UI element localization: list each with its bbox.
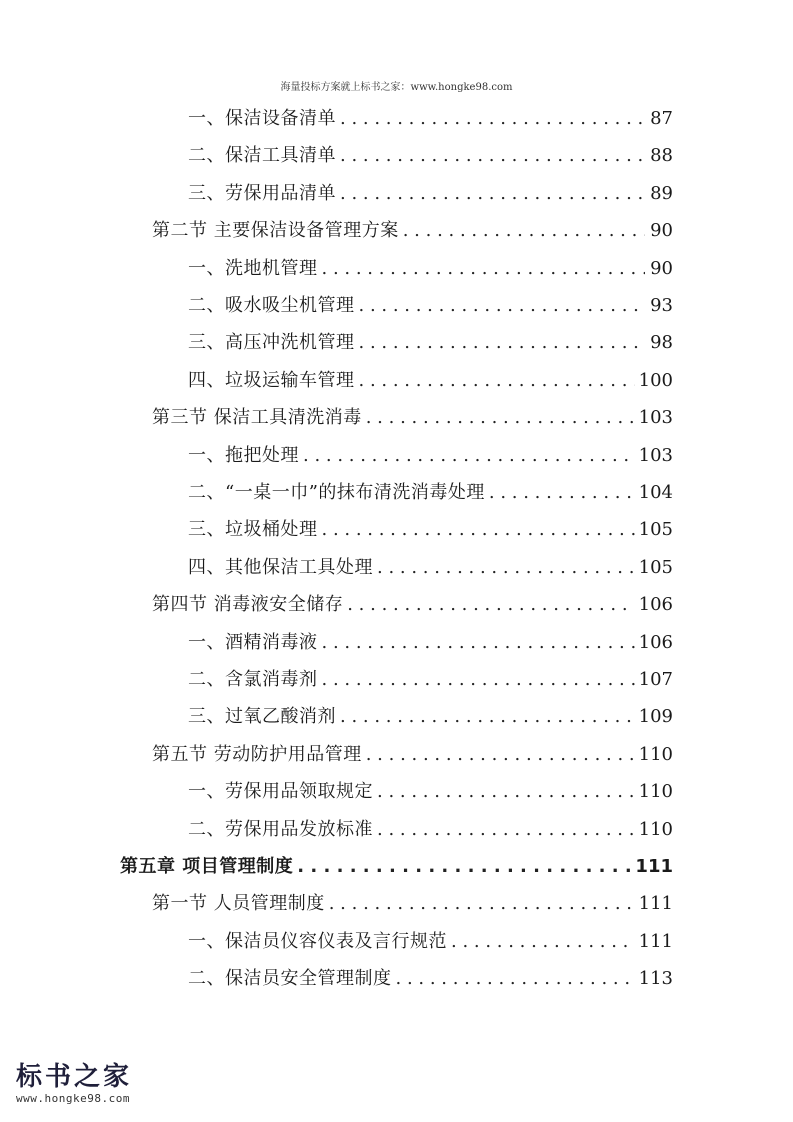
toc-leader-dots [329, 889, 635, 919]
toc-entry[interactable] [188, 964, 673, 994]
toc-leader-dots [366, 403, 635, 433]
toc-entry[interactable] [188, 291, 673, 321]
toc-entry[interactable] [188, 179, 673, 209]
toc-entry[interactable] [188, 815, 673, 845]
toc-entry-page: 110 [638, 818, 673, 840]
toc-entry-title: 二、保洁工具清单 [188, 145, 336, 167]
toc-entry-page: 93 [650, 295, 673, 316]
toc-entry-page: 104 [638, 482, 673, 503]
toc-entry-title: 三、过氧乙酸消剂 [188, 706, 336, 728]
toc-leader-dots [322, 254, 646, 284]
toc-leader-dots [340, 141, 645, 171]
toc-entry-title: 二、含氯消毒剂 [188, 669, 318, 690]
toc-entry-page: 109 [638, 706, 673, 728]
toc-entry-title: 二、吸水吸尘机管理 [188, 295, 355, 316]
toc-leader-dots [297, 852, 631, 882]
toc-leader-dots [322, 515, 635, 545]
toc-entry[interactable] [120, 852, 673, 882]
toc-entry-page: 103 [638, 444, 673, 466]
toc-leader-dots [340, 104, 645, 134]
toc-entry[interactable] [152, 889, 673, 919]
toc-leader-dots [322, 665, 635, 695]
toc-entry-page: 90 [650, 220, 673, 242]
toc-leader-dots [366, 740, 635, 770]
logo-text: 标书之家 [16, 1062, 133, 1092]
toc-entry-title: 第四节 消毒液安全储存 [152, 594, 344, 616]
toc-entry-title: 第一节 人员管理制度 [152, 893, 325, 915]
toc-entry[interactable] [188, 777, 673, 807]
toc-entry-page: 90 [650, 257, 673, 279]
toc-leader-dots [303, 441, 635, 471]
toc-entry-page: 110 [638, 781, 673, 803]
toc-entry[interactable] [188, 665, 673, 695]
toc-leader-dots [322, 628, 635, 658]
toc-entry[interactable] [188, 628, 673, 658]
toc-entry-page: 100 [638, 369, 673, 391]
toc-entry-title: 四、其他保洁工具处理 [188, 556, 373, 578]
toc-entry[interactable] [152, 590, 673, 620]
toc-entry-title: 第五节 劳动防护用品管理 [152, 743, 362, 765]
toc-entry[interactable] [152, 216, 673, 246]
toc-leader-dots [377, 815, 635, 845]
toc-leader-dots [451, 927, 635, 957]
toc-entry-page: 107 [638, 669, 673, 690]
toc-entry-title: 四、垃圾运输车管理 [188, 369, 355, 391]
toc-entry-title: 三、高压冲洗机管理 [188, 332, 355, 354]
toc-leader-dots [347, 590, 634, 620]
toc-entry[interactable] [188, 927, 673, 957]
toc-entry-title: 二、“一桌一巾”的抹布清洗消毒处理 [188, 482, 485, 503]
toc-leader-dots [377, 777, 635, 807]
toc-entry-page: 88 [650, 145, 673, 167]
toc-entry[interactable] [152, 740, 673, 770]
toc-entry-title: 第三节 保洁工具清洗消毒 [152, 407, 362, 429]
toc-entry-title: 三、垃圾桶处理 [188, 519, 318, 541]
toc-leader-dots [340, 702, 635, 732]
toc-entry-title: 二、劳保用品发放标准 [188, 818, 373, 840]
toc-entry-page: 111 [635, 856, 673, 877]
toc-entry[interactable] [188, 478, 673, 508]
toc-entry-title: 三、劳保用品清单 [188, 182, 336, 204]
toc-entry[interactable] [188, 515, 673, 545]
toc-entry-title: 一、洗地机管理 [188, 257, 318, 279]
toc-entry-page: 111 [638, 930, 673, 952]
toc-entry-page: 106 [638, 631, 673, 653]
toc-leader-dots [359, 291, 646, 321]
toc-entry-title: 一、保洁设备清单 [188, 108, 336, 129]
toc-entry[interactable] [152, 403, 673, 433]
toc-entry-title: 第二节 主要保洁设备管理方案 [152, 220, 399, 242]
toc-entry-page: 98 [650, 332, 673, 354]
toc-entry[interactable] [188, 104, 673, 134]
toc-entry-page: 113 [638, 968, 673, 990]
toc-entry-page: 106 [638, 594, 673, 616]
toc-entry[interactable] [188, 441, 673, 471]
brand-logo [16, 1062, 166, 1105]
toc-leader-dots [359, 328, 646, 358]
toc-leader-dots [359, 366, 635, 396]
toc-leader-dots [377, 553, 635, 583]
toc-leader-dots [340, 179, 645, 209]
toc-entry-title: 二、保洁员安全管理制度 [188, 968, 392, 990]
toc-entry-page: 105 [638, 519, 673, 541]
toc-entry[interactable] [188, 702, 673, 732]
toc-entry[interactable] [188, 141, 673, 171]
toc-entry-page: 110 [638, 743, 673, 765]
toc-entry-title: 第五章 项目管理制度 [120, 856, 294, 877]
toc-entry-title: 一、酒精消毒液 [188, 631, 318, 653]
toc-entry-page: 89 [650, 182, 673, 204]
toc-leader-dots [396, 964, 635, 994]
page-header: 海量投标方案就上标书之家：www.hongke98.com [280, 82, 513, 93]
toc-entry-title: 一、保洁员仪容仪表及言行规范 [188, 930, 447, 952]
toc-entry[interactable] [188, 553, 673, 583]
toc-entry-page: 111 [638, 893, 673, 915]
logo-url: www.hongke98.com [16, 1092, 130, 1105]
toc-entry-title: 一、劳保用品领取规定 [188, 781, 373, 803]
toc-entry-title: 一、拖把处理 [188, 444, 299, 466]
toc-entry-page: 103 [638, 407, 673, 429]
toc-entry[interactable] [188, 328, 673, 358]
toc-entry[interactable] [188, 366, 673, 396]
toc-entry[interactable] [188, 254, 673, 284]
toc-leader-dots [489, 478, 635, 508]
toc-entry-page: 105 [638, 556, 673, 578]
toc-entry-page: 87 [650, 108, 673, 129]
toc-leader-dots [403, 216, 645, 246]
